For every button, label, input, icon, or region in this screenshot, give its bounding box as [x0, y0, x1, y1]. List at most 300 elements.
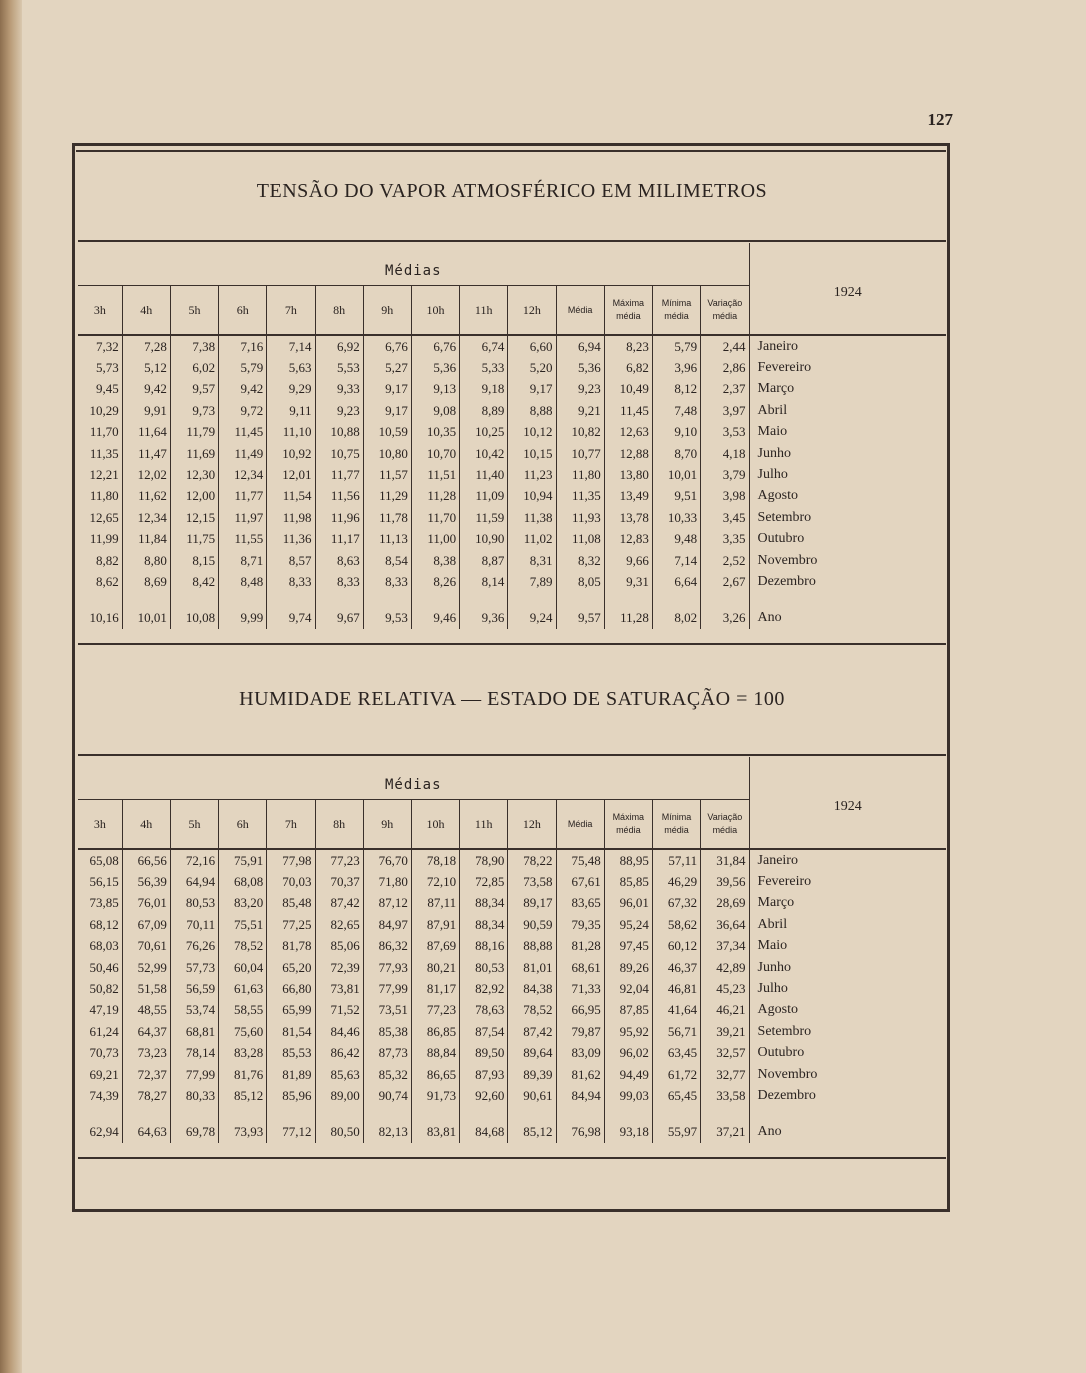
humidity-table — [78, 757, 946, 1143]
value-cell: 69,78 — [170, 1121, 218, 1143]
value-cell: 12,02 — [122, 464, 170, 485]
value-cell: 42,89 — [701, 957, 749, 978]
value-cell: 8,82 — [78, 550, 122, 571]
value-cell: 5,33 — [460, 357, 508, 378]
value-cell: 3,96 — [652, 357, 700, 378]
month-label: Novembro — [757, 552, 818, 568]
value-cell: 2,44 — [701, 336, 749, 357]
value-cell: 61,63 — [219, 978, 267, 999]
value-cell: 11,93 — [556, 507, 604, 528]
value-cell: 81,28 — [556, 936, 604, 957]
value-cell: 12,15 — [170, 507, 218, 528]
vapor-bottom-rule — [78, 643, 946, 645]
value-cell: 11,97 — [219, 507, 267, 528]
value-cell: 80,33 — [170, 1085, 218, 1106]
month-label: Junho — [757, 959, 791, 975]
value-cell: 76,26 — [170, 936, 218, 957]
value-cell: 11,23 — [508, 464, 556, 485]
value-cell: 53,74 — [170, 1000, 218, 1021]
value-cell: 57,11 — [652, 850, 700, 871]
value-cell: 81,62 — [556, 1064, 604, 1085]
month-label: Abril — [757, 402, 788, 418]
value-cell: 11,70 — [411, 507, 459, 528]
value-cell: 56,71 — [652, 1021, 700, 1042]
value-cell: 8,69 — [122, 571, 170, 592]
value-cell: 70,03 — [267, 871, 315, 892]
value-cell: 48,55 — [122, 1000, 170, 1021]
value-cell: 5,53 — [315, 357, 363, 378]
value-cell: 90,59 — [508, 914, 556, 935]
value-cell: 9,42 — [122, 379, 170, 400]
value-cell: 73,81 — [315, 978, 363, 999]
value-cell: 94,49 — [604, 1064, 652, 1085]
value-cell: 92,04 — [604, 978, 652, 999]
value-cell: 78,52 — [508, 1000, 556, 1021]
value-cell: 9,17 — [508, 379, 556, 400]
value-cell: 6,02 — [170, 357, 218, 378]
table-row — [78, 379, 946, 400]
value-cell: 65,08 — [78, 850, 122, 871]
value-cell: 8,33 — [315, 571, 363, 592]
value-cell: 76,01 — [122, 893, 170, 914]
value-cell: 72,16 — [170, 850, 218, 871]
spacer-row — [78, 1107, 946, 1121]
table-row — [78, 571, 946, 592]
value-cell: 11,28 — [411, 486, 459, 507]
value-cell: 9,13 — [411, 379, 459, 400]
value-cell: 8,88 — [508, 400, 556, 421]
value-cell: 10,01 — [122, 607, 170, 629]
month-label: Ano — [757, 1123, 782, 1139]
value-cell: 87,42 — [315, 893, 363, 914]
value-cell: 11,62 — [122, 486, 170, 507]
value-cell: 9,18 — [460, 379, 508, 400]
month-label: Outubro — [757, 531, 805, 547]
col-header: Variação média — [701, 286, 749, 336]
col-header: Média — [556, 286, 604, 336]
value-cell: 64,94 — [170, 871, 218, 892]
spacer-cell — [556, 593, 604, 607]
value-cell: 12,01 — [267, 464, 315, 485]
col-header: 10h — [411, 800, 459, 850]
value-cell: 9,46 — [411, 607, 459, 629]
value-cell: 11,79 — [170, 422, 218, 443]
value-cell: 9,57 — [556, 607, 604, 629]
value-cell: 11,45 — [604, 400, 652, 421]
value-cell: 85,85 — [604, 871, 652, 892]
value-cell: 7,48 — [652, 400, 700, 421]
value-cell: 10,94 — [508, 486, 556, 507]
value-cell: 80,21 — [411, 957, 459, 978]
value-cell: 7,32 — [78, 336, 122, 357]
value-cell: 90,61 — [508, 1085, 556, 1106]
value-cell: 11,64 — [122, 422, 170, 443]
spacer-cell — [604, 593, 652, 607]
spacer-cell — [652, 1107, 700, 1121]
value-cell: 70,61 — [122, 936, 170, 957]
value-cell: 82,65 — [315, 914, 363, 935]
value-cell: 83,81 — [411, 1121, 459, 1143]
value-cell: 11,09 — [460, 486, 508, 507]
col-header: 10h — [411, 286, 459, 336]
value-cell: 11,38 — [508, 507, 556, 528]
value-cell: 11,13 — [363, 529, 411, 550]
value-cell: 7,14 — [652, 550, 700, 571]
value-cell: 5,63 — [267, 357, 315, 378]
value-cell: 78,52 — [219, 936, 267, 957]
value-cell: 95,92 — [604, 1021, 652, 1042]
value-cell: 8,42 — [170, 571, 218, 592]
value-cell: 82,92 — [460, 978, 508, 999]
col-header: 12h — [508, 286, 556, 336]
value-cell: 9,42 — [219, 379, 267, 400]
value-cell: 72,39 — [315, 957, 363, 978]
value-cell: 9,24 — [508, 607, 556, 629]
month-label: Junho — [757, 445, 791, 461]
value-cell: 46,21 — [701, 1000, 749, 1021]
value-cell: 72,10 — [411, 871, 459, 892]
value-cell: 78,27 — [122, 1085, 170, 1106]
col-header: 8h — [315, 800, 363, 850]
value-cell: 3,79 — [701, 464, 749, 485]
value-cell: 61,72 — [652, 1064, 700, 1085]
value-cell: 8,33 — [267, 571, 315, 592]
month-label: Abril — [757, 916, 788, 932]
value-cell: 36,64 — [701, 914, 749, 935]
value-cell: 10,59 — [363, 422, 411, 443]
value-cell: 11,35 — [556, 486, 604, 507]
spacer-cell — [460, 593, 508, 607]
value-cell: 78,90 — [460, 850, 508, 871]
value-cell: 12,63 — [604, 422, 652, 443]
value-cell: 51,58 — [122, 978, 170, 999]
value-cell: 85,96 — [267, 1085, 315, 1106]
value-cell: 50,46 — [78, 957, 122, 978]
value-cell: 8,48 — [219, 571, 267, 592]
value-cell: 60,04 — [219, 957, 267, 978]
col-header: 7h — [267, 286, 315, 336]
value-cell: 46,81 — [652, 978, 700, 999]
value-cell: 5,27 — [363, 357, 411, 378]
value-cell: 79,35 — [556, 914, 604, 935]
value-cell: 67,09 — [122, 914, 170, 935]
value-cell: 11,54 — [267, 486, 315, 507]
value-cell: 9,67 — [315, 607, 363, 629]
table-row — [78, 336, 946, 357]
value-cell: 11,29 — [363, 486, 411, 507]
value-cell: 9,23 — [315, 400, 363, 421]
month-label: Janeiro — [757, 338, 798, 354]
value-cell: 11,69 — [170, 443, 218, 464]
value-cell: 3,97 — [701, 400, 749, 421]
spacer-cell — [219, 1107, 267, 1121]
value-cell: 77,12 — [267, 1121, 315, 1143]
value-cell: 7,89 — [508, 571, 556, 592]
col-header: 5h — [170, 800, 218, 850]
value-cell: 39,21 — [701, 1021, 749, 1042]
annual-row — [78, 1121, 946, 1143]
value-cell: 11,40 — [460, 464, 508, 485]
value-cell: 5,12 — [122, 357, 170, 378]
value-cell: 12,83 — [604, 529, 652, 550]
value-cell: 78,14 — [170, 1043, 218, 1064]
table-row — [78, 464, 946, 485]
value-cell: 84,38 — [508, 978, 556, 999]
value-cell: 11,36 — [267, 529, 315, 550]
col-header: 4h — [122, 800, 170, 850]
spacer-cell — [78, 593, 122, 607]
value-cell: 65,99 — [267, 1000, 315, 1021]
value-cell: 8,23 — [604, 336, 652, 357]
month-label: Maio — [757, 938, 788, 954]
spacer-row — [78, 593, 946, 607]
value-cell: 9,21 — [556, 400, 604, 421]
table-row — [78, 978, 946, 999]
value-cell: 11,84 — [122, 529, 170, 550]
value-cell: 80,53 — [170, 893, 218, 914]
spacer-cell — [122, 593, 170, 607]
book-spine — [0, 0, 22, 1373]
value-cell: 88,95 — [604, 850, 652, 871]
value-cell: 9,51 — [652, 486, 700, 507]
value-cell: 9,66 — [604, 550, 652, 571]
table-row — [78, 486, 946, 507]
value-cell: 9,11 — [267, 400, 315, 421]
value-cell: 76,98 — [556, 1121, 604, 1143]
value-cell: 11,17 — [315, 529, 363, 550]
value-cell: 87,73 — [363, 1043, 411, 1064]
table-row — [78, 1064, 946, 1085]
value-cell: 73,58 — [508, 871, 556, 892]
humidity-top-rule — [78, 754, 946, 756]
value-cell: 86,85 — [411, 1021, 459, 1042]
value-cell: 9,36 — [460, 607, 508, 629]
value-cell: 9,33 — [315, 379, 363, 400]
month-label: Dezembro — [757, 1087, 816, 1103]
table-row — [78, 936, 946, 957]
value-cell: 82,13 — [363, 1121, 411, 1143]
medias-row — [78, 757, 946, 800]
value-cell: 86,65 — [411, 1064, 459, 1085]
spacer-cell — [701, 593, 749, 607]
value-cell: 88,34 — [460, 893, 508, 914]
medias-label: Médias — [78, 243, 749, 286]
value-cell: 86,42 — [315, 1043, 363, 1064]
value-cell: 77,25 — [267, 914, 315, 935]
value-cell: 9,31 — [604, 571, 652, 592]
value-cell: 88,34 — [460, 914, 508, 935]
value-cell: 11,70 — [78, 422, 122, 443]
value-cell: 50,82 — [78, 978, 122, 999]
month-label: Novembro — [757, 1066, 818, 1082]
value-cell: 65,20 — [267, 957, 315, 978]
value-cell: 33,58 — [701, 1085, 749, 1106]
frame-inner-rule — [76, 150, 946, 152]
value-cell: 11,45 — [219, 422, 267, 443]
value-cell: 12,65 — [78, 507, 122, 528]
value-cell: 92,60 — [460, 1085, 508, 1106]
value-cell: 13,49 — [604, 486, 652, 507]
value-cell: 9,29 — [267, 379, 315, 400]
value-cell: 11,59 — [460, 507, 508, 528]
value-cell: 68,81 — [170, 1021, 218, 1042]
annual-row — [78, 607, 946, 629]
value-cell: 8,26 — [411, 571, 459, 592]
month-label: Dezembro — [757, 573, 816, 589]
value-cell: 75,60 — [219, 1021, 267, 1042]
value-cell: 5,73 — [78, 357, 122, 378]
value-cell: 10,25 — [460, 422, 508, 443]
vapor-table — [78, 243, 946, 629]
spacer-cell — [363, 593, 411, 607]
value-cell: 83,09 — [556, 1043, 604, 1064]
value-cell: 13,80 — [604, 464, 652, 485]
value-cell: 5,79 — [219, 357, 267, 378]
value-cell: 6,82 — [604, 357, 652, 378]
value-cell: 64,37 — [122, 1021, 170, 1042]
value-cell: 62,94 — [78, 1121, 122, 1143]
value-cell: 11,99 — [78, 529, 122, 550]
spacer-cell — [170, 593, 218, 607]
value-cell: 84,68 — [460, 1121, 508, 1143]
value-cell: 9,74 — [267, 607, 315, 629]
spacer-cell — [749, 1107, 946, 1121]
value-cell: 46,37 — [652, 957, 700, 978]
value-cell: 75,51 — [219, 914, 267, 935]
spacer-cell — [78, 1107, 122, 1121]
value-cell: 6,92 — [315, 336, 363, 357]
page-number: 127 — [927, 110, 953, 129]
value-cell: 11,55 — [219, 529, 267, 550]
value-cell: 10,70 — [411, 443, 459, 464]
value-cell: 10,80 — [363, 443, 411, 464]
value-cell: 56,59 — [170, 978, 218, 999]
col-header: 11h — [460, 286, 508, 336]
value-cell: 85,48 — [267, 893, 315, 914]
value-cell: 12,30 — [170, 464, 218, 485]
table-row — [78, 422, 946, 443]
value-cell: 71,80 — [363, 871, 411, 892]
value-cell: 64,63 — [122, 1121, 170, 1143]
value-cell: 72,37 — [122, 1064, 170, 1085]
value-cell: 10,77 — [556, 443, 604, 464]
value-cell: 83,20 — [219, 893, 267, 914]
value-cell: 85,12 — [508, 1121, 556, 1143]
value-cell: 12,88 — [604, 443, 652, 464]
month-label: Agosto — [757, 1002, 798, 1018]
table-row — [78, 443, 946, 464]
value-cell: 11,80 — [78, 486, 122, 507]
value-cell: 11,08 — [556, 529, 604, 550]
value-cell: 81,17 — [411, 978, 459, 999]
value-cell: 3,35 — [701, 529, 749, 550]
value-cell: 11,35 — [78, 443, 122, 464]
value-cell: 73,85 — [78, 893, 122, 914]
value-cell: 3,98 — [701, 486, 749, 507]
value-cell: 61,24 — [78, 1021, 122, 1042]
value-cell: 88,16 — [460, 936, 508, 957]
value-cell: 12,21 — [78, 464, 122, 485]
value-cell: 11,77 — [315, 464, 363, 485]
month-label: Fevereiro — [757, 360, 812, 376]
spacer-cell — [315, 593, 363, 607]
month-label: Março — [757, 381, 795, 397]
value-cell: 10,75 — [315, 443, 363, 464]
value-cell: 75,48 — [556, 850, 604, 871]
value-cell: 83,65 — [556, 893, 604, 914]
value-cell: 78,18 — [411, 850, 459, 871]
spacer-cell — [363, 1107, 411, 1121]
value-cell: 5,36 — [556, 357, 604, 378]
value-cell: 55,97 — [652, 1121, 700, 1143]
medias-label: Médias — [78, 757, 749, 800]
table-row — [78, 357, 946, 378]
month-label: Setembro — [757, 1023, 812, 1039]
value-cell: 83,28 — [219, 1043, 267, 1064]
value-cell: 12,00 — [170, 486, 218, 507]
value-cell: 8,71 — [219, 550, 267, 571]
value-cell: 70,11 — [170, 914, 218, 935]
value-cell: 73,51 — [363, 1000, 411, 1021]
value-cell: 87,42 — [508, 1021, 556, 1042]
value-cell: 77,23 — [315, 850, 363, 871]
value-cell: 8,38 — [411, 550, 459, 571]
value-cell: 87,11 — [411, 893, 459, 914]
value-cell: 32,77 — [701, 1064, 749, 1085]
spacer-cell — [749, 593, 946, 607]
value-cell: 6,76 — [411, 336, 459, 357]
year-label: 1924 — [749, 757, 946, 849]
value-cell: 81,78 — [267, 936, 315, 957]
value-cell: 31,84 — [701, 850, 749, 871]
value-cell: 10,12 — [508, 422, 556, 443]
vapor-title: TENSÃO DO VAPOR ATMOSFÉRICO EM MILIMETROS — [256, 180, 768, 202]
col-header: Variação média — [701, 800, 749, 850]
value-cell: 6,76 — [363, 336, 411, 357]
value-cell: 37,21 — [701, 1121, 749, 1143]
value-cell: 28,69 — [701, 893, 749, 914]
value-cell: 72,85 — [460, 871, 508, 892]
value-cell: 8,12 — [652, 379, 700, 400]
table-row — [78, 529, 946, 550]
value-cell: 77,98 — [267, 850, 315, 871]
month-label: Ano — [757, 609, 782, 625]
value-cell: 77,23 — [411, 1000, 459, 1021]
value-cell: 11,78 — [363, 507, 411, 528]
value-cell: 81,89 — [267, 1064, 315, 1085]
value-cell: 89,26 — [604, 957, 652, 978]
value-cell: 10,33 — [652, 507, 700, 528]
value-cell: 78,22 — [508, 850, 556, 871]
value-cell: 5,79 — [652, 336, 700, 357]
table-row — [78, 550, 946, 571]
value-cell: 65,45 — [652, 1085, 700, 1106]
value-cell: 2,52 — [701, 550, 749, 571]
value-cell: 47,19 — [78, 1000, 122, 1021]
spacer-cell — [267, 1107, 315, 1121]
value-cell: 68,08 — [219, 871, 267, 892]
col-header: Média — [556, 800, 604, 850]
value-cell: 10,82 — [556, 422, 604, 443]
value-cell: 68,61 — [556, 957, 604, 978]
value-cell: 89,17 — [508, 893, 556, 914]
value-cell: 91,73 — [411, 1085, 459, 1106]
table-row — [78, 400, 946, 421]
value-cell: 11,56 — [315, 486, 363, 507]
value-cell: 6,60 — [508, 336, 556, 357]
value-cell: 58,55 — [219, 1000, 267, 1021]
value-cell: 89,00 — [315, 1085, 363, 1106]
